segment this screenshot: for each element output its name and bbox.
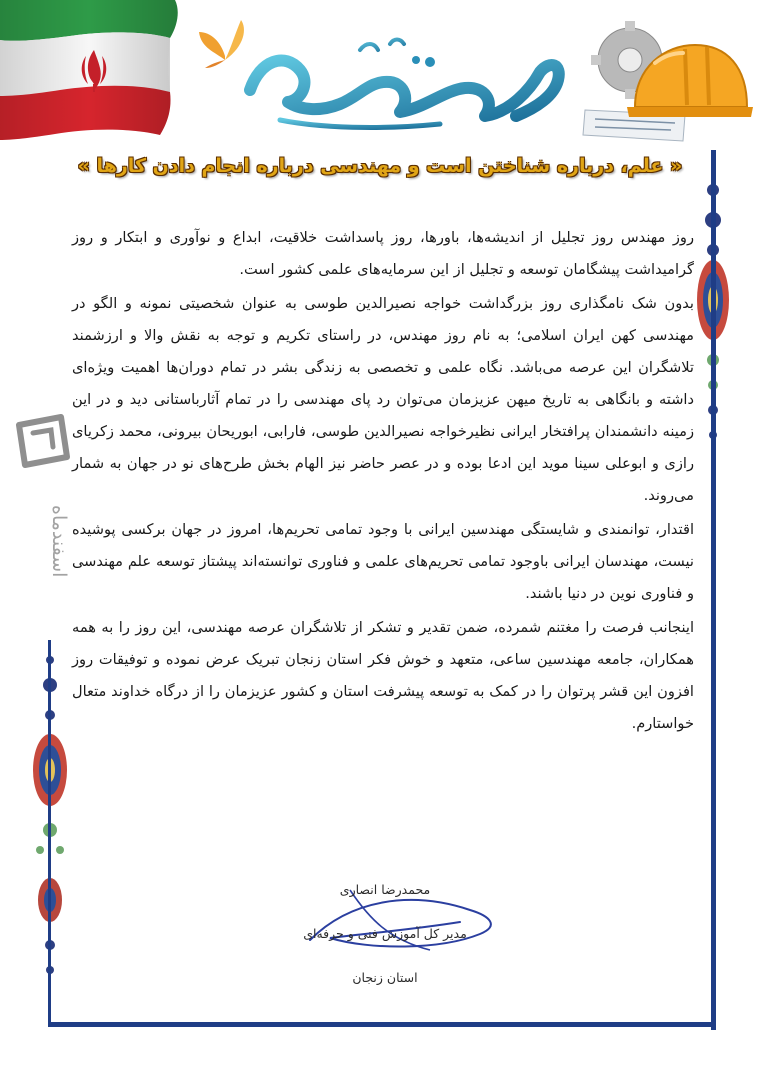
frame-bottom-border xyxy=(48,1022,716,1027)
signature-block xyxy=(270,870,500,1000)
frame-left-border xyxy=(48,640,51,1025)
frame-right-border xyxy=(711,150,716,1030)
engineer-logo xyxy=(240,20,570,135)
watermark-text: اسفندماه xyxy=(48,505,70,578)
signer-province: استان زنجان xyxy=(352,970,418,985)
motto-heading: « علم، درباره شناختن است و مهندسی درباره انجام دادن کارها » xyxy=(77,155,683,177)
letter-body xyxy=(72,222,694,740)
paragraph: روز مهندس روز تجلیل از اندیشه‌ها، باورها، روز پاسداشت خلاقیت، ابداع و نوآوری و ابتکار و روز گرامیداشت پیشگامان توسعه و تجلیل از این سرمایه‌های علمی کشور است. xyxy=(72,229,694,278)
helmet-gear-icon xyxy=(575,15,755,145)
paragraph: اینجانب فرصت را مغتنم شمرده، ضمن تقدیر و تشکر از تلاشگران عرصه مهندسی، این روز را به همه همکاران، جامعه مهندسین ساعی، متعهد و خوش فکر استان زنجان تبریک عرض نموده و توفیقات روز افزون این قشر پرتوان را در کمک به توسعه پیشرفت استان و کشور عزیزمان را از درگاه خداوند متعال خواستارم. xyxy=(72,619,694,732)
signer-name: محمدرضا انصاری xyxy=(339,882,431,897)
signer-title: مدیر کل آموزش فنی و حرفه‌ای xyxy=(303,926,467,941)
paragraph: بدون شک نامگذاری روز بزرگداشت خواجه نصیرالدین طوسی به عنوان شخصیتی نمونه و الگو در مهندسی کهن ایران اسلامی؛ به نام روز مهندس، در راستای تکریم و توجه به نقش والا و ارزشمند تلاشگران این عرصه می‌باشد. نگاه علمی و تخصصی به زندگی بشر در تمام دوران‌ها اهمیت ویژه‌ای داشته و بانگاهی به تاریخ میهن عزیزمان می‌توان رد پای مهندسی را در تمام آثارباستانی دید و در این زمینه دانشمندان پرافتخار ایرانی نظیرخواجه نصیرالدین طوسی، فارابی، ابوریحان بیرونی، محمد زکریای رازی و ابوعلی سینا موید این ادعا بوده و در عصر حاضر نیز الهام بخش طرح‌های نو در جهان به شمار می‌روند. xyxy=(72,295,694,504)
paragraph: اقتدار، توانمندی و شایستگی مهندسین ایرانی با وجود تمامی تحریم‌ها، امروز در جهان برکسی پوشیده نیست، مهندسان ایرانی باوجود تمامی تحریم‌های علمی و فناوری توانسته‌اند پیشتاز توسعه علم مهندسی و فناوری نوین در دنیا باشند. xyxy=(72,521,694,602)
iran-flag-icon xyxy=(0,0,200,150)
